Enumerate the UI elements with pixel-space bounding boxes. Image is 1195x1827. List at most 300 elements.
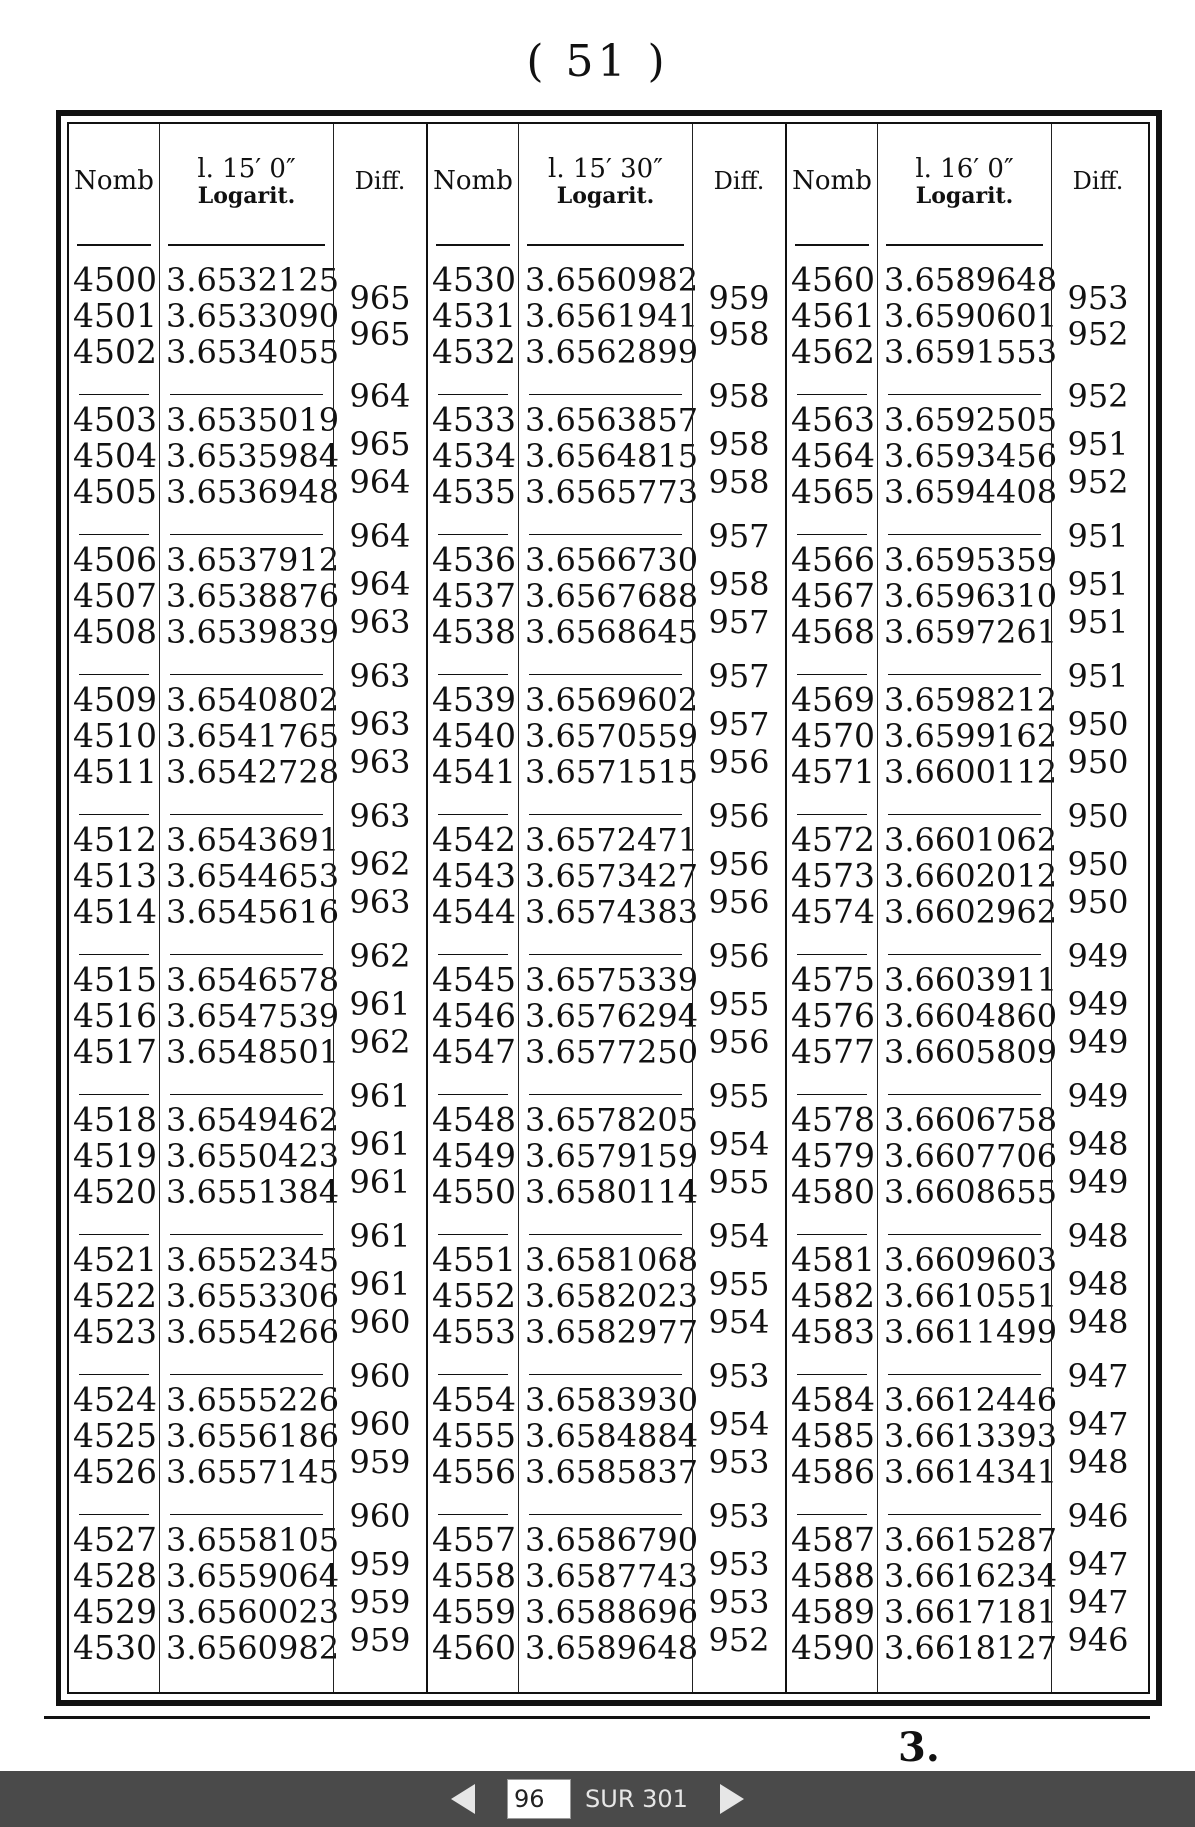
row-group [1052,1077,1144,1234]
logarithm-cell: 3.6572471 [525,821,699,859]
nomb-cell: 4560 [791,260,875,299]
logarithm-cell: 3.6534055 [166,333,340,371]
group-rule [797,394,867,395]
group-rule [797,674,867,675]
group-rule [529,1374,682,1375]
nomb-cell: 4529 [73,1592,157,1631]
arc-header-label: l. 16′ 0″ [915,154,1014,185]
group-rule [79,1094,149,1095]
diff-cell: 949 [1067,937,1129,975]
nomb-cell: 4587 [791,1520,875,1559]
logarithm-cell: 3.6610551 [884,1277,1058,1315]
diff-cell: 961 [349,1077,411,1115]
row-group [334,797,426,954]
diff-cell: 952 [1067,315,1129,353]
diff-cell: 957 [708,517,770,555]
diff-cell: 963 [349,743,411,781]
diff-cell: 956 [708,883,770,921]
row-group [334,517,426,674]
nomb-cell: 4507 [73,576,157,615]
nomb-cell: 4545 [432,960,516,999]
nomb-header [69,124,159,239]
nomb-cell: 4554 [432,1380,516,1419]
group-rule [529,814,682,815]
row-group [69,394,159,534]
nomb-cell: 4569 [791,680,875,719]
group-rule [797,954,867,955]
diff-cell: 960 [349,1497,411,1535]
nomb-cell: 4534 [432,436,516,475]
logarithm-cell: 3.6596310 [884,577,1058,615]
logarithm-cell: 3.6560982 [166,1629,340,1667]
nomb-cell: 4556 [432,1452,516,1491]
row-group [428,1374,518,1514]
group-rule [438,394,508,395]
row-group [160,254,340,394]
logarithm-cell: 3.6536948 [166,473,340,511]
nomb-cell: 4511 [73,752,157,791]
row-group [519,1374,699,1514]
nomb-header [428,124,518,239]
nomb-cell: 4563 [791,400,875,439]
nomb-cell: 4501 [73,296,157,335]
row-group [69,1514,159,1690]
row-group [693,1497,785,1690]
row-group [1052,1217,1144,1374]
signature-mark: 3. [898,1724,940,1771]
logarithm-cell: 3.6549462 [166,1101,340,1139]
group-rule [797,1374,867,1375]
row-group [693,1217,785,1374]
logarithm-cell: 3.6582023 [525,1277,699,1315]
nomb-cell: 4515 [73,960,157,999]
logarithm-cell: 3.6575339 [525,961,699,999]
logarithm-cell: 3.6591553 [884,333,1058,371]
nomb-rows [428,254,518,1690]
logarithm-column [518,124,699,1692]
diff-cell: 962 [349,845,411,883]
logarithm-cell: 3.6544653 [166,857,340,895]
row-group [787,394,877,534]
nomb-cell: 4523 [73,1312,157,1351]
nomb-cell: 4505 [73,472,157,511]
row-group [693,657,785,814]
logarithm-cell: 3.6579159 [525,1137,699,1175]
diff-header-label: Diff. [1072,167,1124,196]
nomb-cell: 4546 [432,996,516,1035]
logarithm-cell: 3.6584884 [525,1417,699,1455]
diff-cell: 951 [1067,603,1129,641]
nomb-cell: 4561 [791,296,875,335]
nomb-cell: 4502 [73,332,157,371]
logarithm-cell: 3.6616234 [884,1557,1058,1595]
nomb-cell: 4559 [432,1592,516,1631]
logarithm-cell: 3.6563857 [525,401,699,439]
nomb-cell: 4582 [791,1276,875,1315]
diff-cell: 964 [349,377,411,415]
row-group [160,1234,340,1374]
logarithm-cell: 3.6556186 [166,1417,340,1455]
logarithm-rows [519,254,699,1690]
row-group [693,937,785,1094]
diff-rows [1052,254,1144,1690]
row-group [878,814,1058,954]
diff-cell: 951 [1067,517,1129,555]
row-group [334,1077,426,1234]
logarithm-cell: 3.6585837 [525,1453,699,1491]
diff-cell: 963 [349,603,411,641]
group-rule [529,534,682,535]
logarithm-rows [160,254,340,1690]
nomb-cell: 4538 [432,612,516,651]
logarithm-cell: 3.6553306 [166,1277,340,1315]
logarithm-cell: 3.6539839 [166,613,340,651]
diff-cell: 956 [708,743,770,781]
logarithm-cell: 3.6576294 [525,997,699,1035]
logarithm-cell: 3.6557145 [166,1453,340,1491]
nomb-cell: 4588 [791,1556,875,1595]
nomb-cell: 4566 [791,540,875,579]
row-group [787,1514,877,1690]
row-group [519,674,699,814]
logarithm-cell: 3.6550423 [166,1137,340,1175]
header-rule [436,244,510,246]
log-table-inner [67,122,1150,1694]
row-group [1052,657,1144,814]
nomb-cell: 4521 [73,1240,157,1279]
nomb-cell: 4584 [791,1380,875,1419]
group-rule [170,534,323,535]
diff-cell: 960 [349,1405,411,1443]
group-rule [888,394,1041,395]
diff-cell: 962 [349,937,411,975]
nomb-cell: 4530 [432,260,516,299]
nomb-cell: 4528 [73,1556,157,1595]
nomb-cell: 4589 [791,1592,875,1631]
nomb-column [69,124,159,1692]
diff-cell: 965 [349,279,411,317]
nomb-cell: 4514 [73,892,157,931]
logarithm-cell: 3.6560023 [166,1593,340,1631]
group-rule [797,534,867,535]
nomb-cell: 4585 [791,1416,875,1455]
nomb-cell: 4558 [432,1556,516,1595]
logarithm-cell: 3.6586790 [525,1521,699,1559]
diff-cell: 963 [349,657,411,695]
logarithm-cell: 3.6537912 [166,541,340,579]
nomb-header [787,124,877,239]
row-group [878,1514,1058,1690]
group-rule [888,814,1041,815]
nomb-cell: 4548 [432,1100,516,1139]
diff-cell: 957 [708,657,770,695]
diff-cell: 954 [708,1405,770,1443]
diff-cell: 957 [708,603,770,641]
group-rule [529,1514,682,1515]
header-rule [886,244,1043,246]
logarithm-cell: 3.6595359 [884,541,1058,579]
diff-cell: 949 [1067,1077,1129,1115]
nomb-cell: 4532 [432,332,516,371]
logarithm-cell: 3.6548501 [166,1033,340,1071]
nomb-cell: 4550 [432,1172,516,1211]
logarithm-cell: 3.6612446 [884,1381,1058,1419]
row-group [878,1094,1058,1234]
diff-cell: 955 [708,1265,770,1303]
row-group [428,814,518,954]
logarithm-cell: 3.6589648 [884,261,1058,299]
diff-column [333,124,426,1692]
row-group [787,254,877,394]
row-group [334,657,426,814]
logarithm-cell: 3.6606758 [884,1101,1058,1139]
nomb-cell: 4510 [73,716,157,755]
logarithm-cell: 3.6566730 [525,541,699,579]
diff-cell: 947 [1067,1357,1129,1395]
group-rule [79,674,149,675]
row-group [160,1374,340,1514]
logarithm-cell: 3.6580114 [525,1173,699,1211]
group-rule [438,534,508,535]
diff-cell: 956 [708,845,770,883]
group-rule [888,1094,1041,1095]
header-rule [527,244,684,246]
group-rule [529,954,682,955]
nomb-rows [787,254,877,1690]
diff-cell: 954 [708,1125,770,1163]
bottom-rule [44,1716,1150,1719]
nomb-cell: 4536 [432,540,516,579]
row-group [693,1357,785,1514]
logarithm-cell: 3.6608655 [884,1173,1058,1211]
nomb-column [428,124,518,1692]
logarithm-cell: 3.6605809 [884,1033,1058,1071]
nomb-cell: 4533 [432,400,516,439]
row-group [69,814,159,954]
row-group [160,534,340,674]
diff-cell: 958 [708,565,770,603]
logarithm-cell: 3.6600112 [884,753,1058,791]
logarithm-column [877,124,1058,1692]
logarithm-cell: 3.6578205 [525,1101,699,1139]
row-group [428,1094,518,1234]
row-group [428,534,518,674]
diff-cell: 946 [1067,1497,1129,1535]
group-rule [529,394,682,395]
group-rule [170,394,323,395]
nomb-cell: 4513 [73,856,157,895]
diff-cell: 951 [1067,565,1129,603]
page-total-label: SUR 301 [585,1785,688,1813]
diff-cell: 961 [349,985,411,1023]
nomb-cell: 4575 [791,960,875,999]
header-rule [795,244,869,246]
nomb-column [787,124,877,1692]
group-rule [438,1514,508,1515]
logarithm-cell: 3.6568645 [525,613,699,651]
logarithm-cell: 3.6546578 [166,961,340,999]
chevron-right-icon[interactable] [720,1784,744,1814]
logarithm-cell: 3.6589648 [525,1629,699,1667]
logarithm-cell: 3.6603911 [884,961,1058,999]
row-group [69,1374,159,1514]
logarithm-cell: 3.6561941 [525,297,699,335]
chevron-left-icon[interactable] [451,1784,475,1814]
nomb-rows [69,254,159,1690]
group-rule [438,954,508,955]
nomb-header-label: Nomb [74,166,154,197]
logarithm-cell: 3.6538876 [166,577,340,615]
nomb-cell: 4580 [791,1172,875,1211]
row-group [878,674,1058,814]
logarithm-cell: 3.6562899 [525,333,699,371]
diff-cell: 958 [708,463,770,501]
nomb-header-label: Nomb [433,166,513,197]
diff-cell: 959 [349,1545,411,1583]
row-group [693,1077,785,1234]
page-number-input[interactable] [507,1779,571,1819]
nomb-cell: 4526 [73,1452,157,1491]
diff-cell: 960 [349,1303,411,1341]
row-group [69,254,159,394]
logarithm-cell: 3.6573427 [525,857,699,895]
row-group [160,674,340,814]
nomb-cell: 4519 [73,1136,157,1175]
row-group [787,814,877,954]
logarithm-cell: 3.6565773 [525,473,699,511]
group-rule [438,814,508,815]
logarithm-cell: 3.6532125 [166,261,340,299]
nomb-cell: 4586 [791,1452,875,1491]
nomb-cell: 4571 [791,752,875,791]
row-group [428,674,518,814]
row-group [160,1514,340,1690]
diff-cell: 946 [1067,1621,1129,1659]
nomb-cell: 4562 [791,332,875,371]
arc-header-label: l. 15′ 0″ [197,154,296,185]
logarithm-cell: 3.6590601 [884,297,1058,335]
row-group [878,954,1058,1094]
logarithm-header [160,124,333,239]
row-group [787,954,877,1094]
diff-cell: 952 [1067,377,1129,415]
nomb-cell: 4551 [432,1240,516,1279]
diff-cell: 959 [349,1583,411,1621]
diff-cell: 948 [1067,1217,1129,1255]
logarithm-cell: 3.6593456 [884,437,1058,475]
logarithm-cell: 3.6598212 [884,681,1058,719]
row-group [693,377,785,534]
nomb-cell: 4583 [791,1312,875,1351]
nomb-cell: 4581 [791,1240,875,1279]
log-table [56,110,1162,1706]
row-group [519,1094,699,1234]
diff-cell: 948 [1067,1265,1129,1303]
diff-cell: 963 [349,883,411,921]
nomb-cell: 4577 [791,1032,875,1071]
nomb-cell: 4574 [791,892,875,931]
nomb-cell: 4570 [791,716,875,755]
logarithm-header [519,124,692,239]
logarithm-cell: 3.6558105 [166,1521,340,1559]
logarithm-cell: 3.6535019 [166,401,340,439]
diff-header-label: Diff. [354,167,406,196]
row-group [878,534,1058,674]
row-group [878,394,1058,534]
row-group [519,534,699,674]
logarit-header-label: Logarit. [556,182,655,209]
nomb-cell: 4544 [432,892,516,931]
diff-cell: 961 [349,1217,411,1255]
diff-column [1051,124,1144,1692]
row-group [69,674,159,814]
nomb-cell: 4518 [73,1100,157,1139]
logarithm-cell: 3.6611499 [884,1313,1058,1351]
diff-cell: 965 [349,315,411,353]
diff-cell: 963 [349,705,411,743]
group-rule [438,1374,508,1375]
diff-cell: 956 [708,797,770,835]
nomb-cell: 4508 [73,612,157,651]
row-group [160,394,340,534]
nomb-cell: 4579 [791,1136,875,1175]
logarithm-cell: 3.6592505 [884,401,1058,439]
diff-cell: 950 [1067,797,1129,835]
logarithm-cell: 3.6618127 [884,1629,1058,1667]
group-rule [170,674,323,675]
nomb-cell: 4540 [432,716,516,755]
diff-cell: 964 [349,565,411,603]
logarithm-column [159,124,340,1692]
row-group [693,797,785,954]
diff-cell: 947 [1067,1405,1129,1443]
diff-cell: 950 [1067,845,1129,883]
diff-cell: 951 [1067,657,1129,695]
diff-cell: 958 [708,425,770,463]
diff-cell: 959 [349,1621,411,1659]
diff-cell: 955 [708,985,770,1023]
diff-cell: 959 [708,279,770,317]
row-group [693,517,785,674]
row-group [693,254,785,394]
nomb-cell: 4506 [73,540,157,579]
logarithm-cell: 3.6559064 [166,1557,340,1595]
nomb-cell: 4509 [73,680,157,719]
nomb-cell: 4539 [432,680,516,719]
group-rule [170,1234,323,1235]
row-group [160,954,340,1094]
nomb-cell: 4525 [73,1416,157,1455]
diff-cell: 949 [1067,1163,1129,1201]
row-group [519,254,699,394]
diff-cell: 964 [349,463,411,501]
header-rule [168,244,325,246]
row-group [787,534,877,674]
group-rule [438,1234,508,1235]
logarithm-cell: 3.6535984 [166,437,340,475]
nomb-cell: 4567 [791,576,875,615]
diff-cell: 949 [1067,1023,1129,1061]
diff-cell: 956 [708,1023,770,1061]
logarithm-header [878,124,1051,239]
diff-cell: 952 [708,1621,770,1659]
logarithm-cell: 3.6602962 [884,893,1058,931]
diff-cell: 956 [708,937,770,975]
group-rule [888,1234,1041,1235]
diff-cell: 955 [708,1077,770,1115]
group-rule [170,1514,323,1515]
row-group [1052,797,1144,954]
